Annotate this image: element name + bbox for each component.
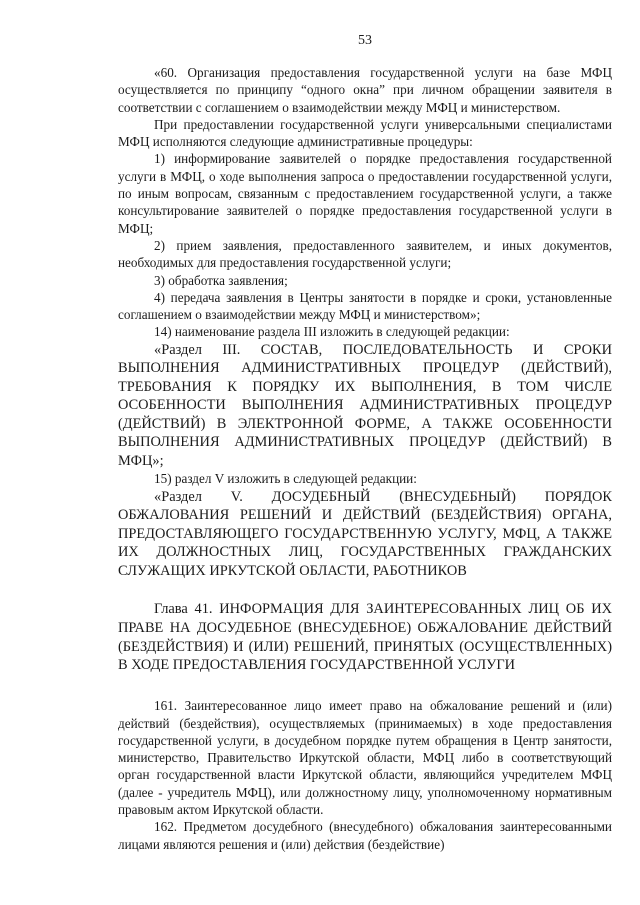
section-v-title: «Раздел V. ДОСУДЕБНЫЙ (ВНЕСУДЕБНЫЙ) ПОРЯДОК ОБЖАЛОВАНИЯ РЕШЕНИЙ И ДЕЙСТВИЙ (БЕЗДЕЙСТВИЯ) ОРГАНА, ПРЕДОСТАВЛЯЮЩЕГО ГОСУДАРСТВЕННУЮ УСЛУГУ, МФЦ, А ТАКЖЕ ИХ ДОЛЖНОСТНЫХ ЛИЦ, ГОСУДАРСТВЕННЫХ ГРАЖДАНСКИХ СЛУЖАЩИХ ИРКУТСКОЙ ОБЛАСТИ, РАБОТНИКОВ [118, 488, 612, 579]
page-number: 53 [358, 33, 372, 48]
list-item-1: 1) информирование заявителей о порядке предоставления государственной услуги в МФЦ, о ходе выполнения запроса о предоставлении государственной услуги, по иным вопросам, связанным с предоставлением государственной услуги, а также консультирование заявителей о порядке предоставления государственной услуги в МФЦ; [118, 151, 612, 236]
paragraph-162: 162. Предметом досудебного (внесудебного) обжалования заинтересованными лицами являются решения и (или) действия (бездействие) [118, 819, 612, 852]
paragraph-procedures-intro: При предоставлении государственной услуги универсальными специалистами МФЦ исполняются следующие административные процедуры: [118, 116, 612, 150]
list-item-4: 4) передача заявления в Центры занятости в порядке и сроки, установленные соглашением о взаимодействии между МФЦ и министерством»; [118, 289, 612, 323]
paragraph-60: «60. Организация предоставления государственной услуги на базе МФЦ осуществляется по принципу “одного окна” при личном обращении заявителя в соответствии с соглашением о взаимодействии между МФЦ и министерством. [118, 65, 612, 115]
paragraph-161: 161. Заинтересованное лицо имеет право на обжалование решений и (или) действий (бездействия), осуществляемых (принимаемых) в ходе предоставления государственной услуги, в досудебном порядке путем обращения в Центр занятости, министерство, Правительство Иркутской области, МФЦ либо в соответствующий орган государственной власти Иркутской области, являющийся учредителем МФЦ (далее - учредитель МФЦ), или должностному лицу, уполномоченному нормативным правовым актом Иркутской области. [118, 698, 612, 818]
chapter-41-title: Глава 41. ИНФОРМАЦИЯ ДЛЯ ЗАИНТЕРЕСОВАННЫХ ЛИЦ ОБ ИХ ПРАВЕ НА ДОСУДЕБНОЕ (ВНЕСУДЕБНОЕ) ОБЖАЛОВАНИЕ ДЕЙСТВИЙ (БЕЗДЕЙСТВИЯ) И (ИЛИ) РЕШЕНИЙ, ПРИНЯТЫХ (ОСУЩЕСТВЛЕННЫХ) В ХОДЕ ПРЕДОСТАВЛЕНИЯ ГОСУДАРСТВЕННОЙ УСЛУГИ [118, 601, 612, 674]
amendment-item-14: 14) наименование раздела III изложить в следующей редакции: [154, 324, 510, 340]
spacer [118, 675, 612, 697]
list-item-3: 3) обработка заявления; [154, 272, 288, 288]
page-content [118, 64, 612, 853]
list-item-2: 2) прием заявления, предоставленного заявителем, и иных документов, необходимых для предоставления государственной услуги; [118, 237, 612, 271]
section-iii-title: «Раздел III. СОСТАВ, ПОСЛЕДОВАТЕЛЬНОСТЬ И СРОКИ ВЫПОЛНЕНИЯ АДМИНИСТРАТИВНЫХ ПРОЦЕДУР (ДЕЙСТВИЙ), ТРЕБОВАНИЯ К ПОРЯДКУ ИХ ВЫПОЛНЕНИЯ, В ТОМ ЧИСЛЕ ОСОБЕННОСТИ ВЫПОЛНЕНИЯ АДМИНИСТРАТИВНЫХ ПРОЦЕДУР (ДЕЙСТВИЙ) В ЭЛЕКТРОННОЙ ФОРМЕ, А ТАКЖЕ ОСОБЕННОСТИ ВЫПОЛНЕНИЯ АДМИНИСТРАТИВНЫХ ПРОЦЕДУР (ДЕЙСТВИЙ) В МФЦ»; [118, 341, 612, 469]
spacer [118, 580, 612, 600]
amendment-item-15: 15) раздел V изложить в следующей редакции: [154, 471, 417, 487]
